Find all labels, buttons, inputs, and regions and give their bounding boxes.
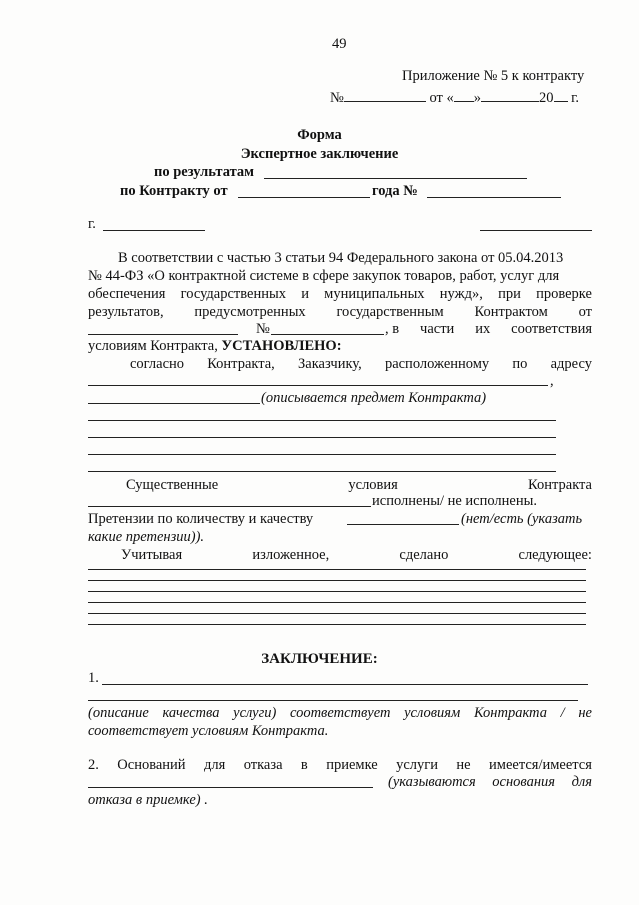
contract-date-blank xyxy=(238,197,370,198)
fulfilled-label: исполнены/ не исполнены. xyxy=(372,493,537,509)
year-prefix: 20 xyxy=(539,90,554,106)
para1-line4: результатов, предусмотренных государственным Контрактом от xyxy=(88,304,592,320)
conditions-blank xyxy=(88,506,371,507)
result-line-2 xyxy=(88,580,586,581)
subject-blank xyxy=(88,403,260,404)
contract-number-line xyxy=(330,89,579,106)
item2-note-end: отказа в приемке) . xyxy=(88,792,208,808)
year-blank xyxy=(554,89,568,102)
by-contract-label: по Контракту от xyxy=(120,183,228,199)
appendix-label: Приложение № 5 к контракту xyxy=(402,68,585,84)
claims-blank xyxy=(347,524,459,525)
blank-line-4 xyxy=(88,471,556,472)
blank-line-1 xyxy=(88,420,556,421)
by-results-label: по результатам xyxy=(154,164,254,180)
address-blank xyxy=(88,385,548,386)
para1-line1: В соответствии с частью 3 статьи 94 Федерального закона от 05.04.2013 xyxy=(118,250,564,266)
claims-note: (нет/есть (указать xyxy=(461,511,583,527)
contract-no-blank xyxy=(427,197,561,198)
contract-number-blank xyxy=(344,89,426,102)
blank-line-2 xyxy=(88,437,556,438)
para3-line1: Существенные условия Контракта xyxy=(126,477,592,493)
result-line-5 xyxy=(88,613,586,614)
item2-note: (указываются основания для xyxy=(388,774,592,790)
subject-note: (описывается предмет Контракта) xyxy=(261,390,487,406)
para1-date-blank xyxy=(88,334,238,335)
city-label: г. xyxy=(88,216,96,232)
by-results-blank xyxy=(264,178,527,179)
month-blank xyxy=(481,89,539,102)
date-blank xyxy=(480,230,592,231)
address-comma: , xyxy=(550,373,554,389)
page-number: 49 xyxy=(332,36,347,52)
result-line-4 xyxy=(88,602,586,603)
item1-note-line1: (описание качества услуги) соответствует условиям Контракта / не xyxy=(88,705,592,721)
form-title: Форма xyxy=(297,127,342,143)
number-sign: № xyxy=(330,90,344,106)
city-blank xyxy=(103,230,205,231)
day-blank xyxy=(454,89,474,102)
document-name: Экспертное заключение xyxy=(240,146,399,162)
year-suffix: г. xyxy=(571,90,580,106)
para1-line5: , в части их соответствия xyxy=(385,321,592,337)
para1-number-sign: № xyxy=(256,321,270,337)
item1-blank-1 xyxy=(102,684,588,685)
blank-line-3 xyxy=(88,454,556,455)
claims-label: Претензии по количеству и качеству xyxy=(88,511,314,527)
result-line-6 xyxy=(88,624,586,625)
item1-number: 1. xyxy=(88,670,99,686)
para1-number-blank xyxy=(271,334,384,335)
item1-note-line2: соответствует условиям Контракта. xyxy=(88,723,329,739)
quote-close: » xyxy=(473,90,481,106)
para1-line3: обеспечения государственных и муниципальных нужд», при проверке xyxy=(88,286,592,302)
claims-note-end: какие претензии)). xyxy=(88,529,205,545)
established-label: УСТАНОВЛЕНО: xyxy=(221,338,342,354)
item2-reason-blank xyxy=(88,787,373,788)
result-line-3 xyxy=(88,591,586,592)
para3-line5: Учитывая изложенное, сделано следующее: xyxy=(121,547,592,563)
date-from-label: от « xyxy=(429,90,454,106)
conclusion-title: ЗАКЛЮЧЕНИЕ: xyxy=(261,651,378,667)
result-line-1 xyxy=(88,569,586,570)
para1-line2: № 44-ФЗ «О контрактной системе в сфере закупок товаров, работ, услуг для xyxy=(88,268,560,284)
year-number-label: года № xyxy=(372,183,418,199)
para2-line1: согласно Контракта, Заказчику, расположенному по адресу xyxy=(130,356,592,372)
item1-blank-2 xyxy=(88,700,578,701)
item2-line1: 2. Оснований для отказа в приемке услуги не имеется/имеется xyxy=(88,757,592,773)
para1-line6: условиям Контракта, УСТАНОВЛЕНО: xyxy=(88,338,342,354)
